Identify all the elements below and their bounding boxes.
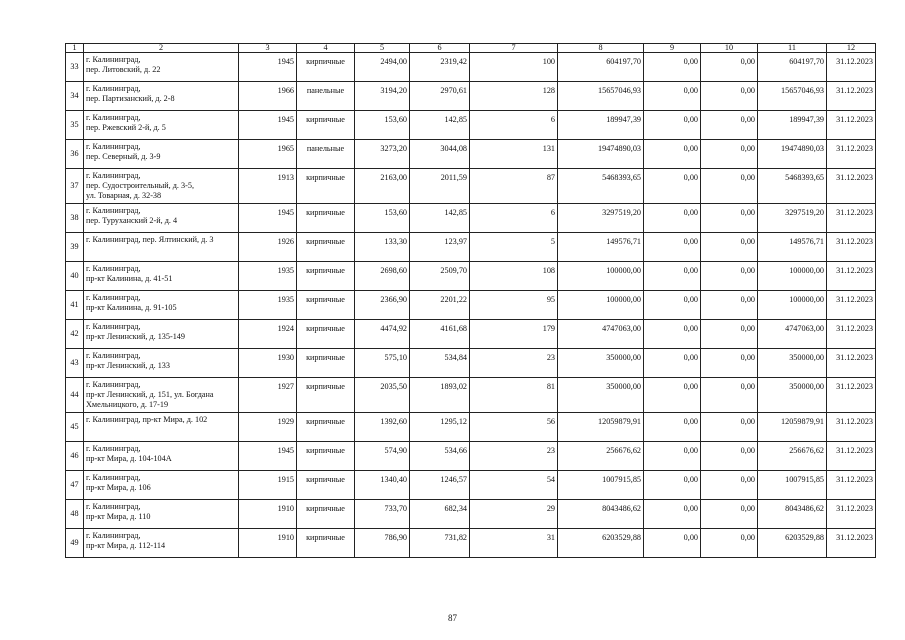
row-number-cell: 46: [66, 442, 84, 471]
address-line: пер. Северный, д. 3-9: [86, 152, 161, 161]
year-cell: 1935: [239, 262, 297, 291]
address-line: пер. Туруханский 2-й, д. 4: [86, 216, 178, 225]
cost-total-cell: 100000,00: [558, 291, 644, 320]
address-line: г. Калининград,: [86, 206, 141, 215]
living-area-cell: 731,82: [410, 529, 470, 558]
wall-material-cell: кирпичные: [297, 529, 355, 558]
cost-total-cell: 189947,39: [558, 111, 644, 140]
year-cell: 1945: [239, 53, 297, 82]
address-line: пр-кт Мира, д. 112-114: [86, 541, 166, 550]
wall-material-cell: кирпичные: [297, 471, 355, 500]
address-line: г. Калининград,: [86, 55, 141, 64]
column-header-12: 12: [827, 44, 876, 53]
address-cell: [84, 349, 239, 378]
fund-cell-9: 0,00: [644, 442, 701, 471]
table-row: [66, 233, 876, 262]
fund-cell-11: 100000,00: [758, 262, 827, 291]
wall-material-cell: кирпичные: [297, 262, 355, 291]
column-header-2: 2: [84, 44, 239, 53]
cost-total-cell: 4747063,00: [558, 320, 644, 349]
column-header-3: 3: [239, 44, 297, 53]
deadline-date-cell: 31.12.2023: [827, 291, 876, 320]
address-cell: [84, 204, 239, 233]
cost-total-cell: 6203529,88: [558, 529, 644, 558]
residents-cell: 56: [470, 413, 558, 442]
residents-cell: 87: [470, 169, 558, 204]
total-area-cell: 2698,60: [355, 262, 410, 291]
table-row: [66, 471, 876, 500]
column-header-8: 8: [558, 44, 644, 53]
address-line: ул. Товарная, д. 32-38: [86, 191, 162, 200]
address-cell: [84, 500, 239, 529]
table-row: [66, 53, 876, 82]
fund-cell-11: 8043486,62: [758, 500, 827, 529]
address-cell: [84, 529, 239, 558]
living-area-cell: 2011,59: [410, 169, 470, 204]
address-line: г. Калининград,: [86, 502, 141, 511]
fund-cell-10: 0,00: [701, 140, 758, 169]
living-area-cell: 534,66: [410, 442, 470, 471]
living-area-cell: 142,85: [410, 204, 470, 233]
column-header-5: 5: [355, 44, 410, 53]
living-area-cell: 534,84: [410, 349, 470, 378]
fund-cell-9: 0,00: [644, 291, 701, 320]
year-cell: 1929: [239, 413, 297, 442]
fund-cell-10: 0,00: [701, 53, 758, 82]
deadline-date-cell: 31.12.2023: [827, 111, 876, 140]
row-number-cell: 33: [66, 53, 84, 82]
address-cell: [84, 82, 239, 111]
address-line: пр-кт Калинина, д. 91-105: [86, 303, 177, 312]
row-number-cell: 34: [66, 82, 84, 111]
living-area-cell: 1295,12: [410, 413, 470, 442]
address-line: пр-кт Ленинский, д. 135-149: [86, 332, 185, 341]
fund-cell-11: 189947,39: [758, 111, 827, 140]
wall-material-cell: кирпичные: [297, 111, 355, 140]
deadline-date-cell: 31.12.2023: [827, 262, 876, 291]
table-row: [66, 529, 876, 558]
total-area-cell: 153,60: [355, 111, 410, 140]
residents-cell: 23: [470, 349, 558, 378]
row-number-cell: 44: [66, 378, 84, 413]
deadline-date-cell: 31.12.2023: [827, 53, 876, 82]
address-line: г. Калининград,: [86, 293, 141, 302]
fund-cell-9: 0,00: [644, 349, 701, 378]
total-area-cell: 1392,60: [355, 413, 410, 442]
fund-cell-10: 0,00: [701, 233, 758, 262]
row-number-cell: 42: [66, 320, 84, 349]
wall-material-cell: кирпичные: [297, 500, 355, 529]
fund-cell-11: 256676,62: [758, 442, 827, 471]
wall-material-cell: кирпичные: [297, 291, 355, 320]
table-row: [66, 349, 876, 378]
total-area-cell: 2035,50: [355, 378, 410, 413]
wall-material-cell: кирпичные: [297, 442, 355, 471]
deadline-date-cell: 31.12.2023: [827, 82, 876, 111]
table-row: [66, 204, 876, 233]
address-line: г. Калининград,: [86, 264, 141, 273]
total-area-cell: 153,60: [355, 204, 410, 233]
address-line: Хмельницкого, д. 17-19: [86, 400, 169, 409]
table-row: [66, 140, 876, 169]
row-number-cell: 45: [66, 413, 84, 442]
address-line: г. Калининград,: [86, 351, 141, 360]
address-line: пр-кт Мира, д. 110: [86, 512, 151, 521]
fund-cell-11: 12059879,91: [758, 413, 827, 442]
fund-cell-10: 0,00: [701, 169, 758, 204]
address-cell: [84, 169, 239, 204]
table-row: [66, 378, 876, 413]
deadline-date-cell: 31.12.2023: [827, 204, 876, 233]
residents-cell: 100: [470, 53, 558, 82]
address-line: пр-кт Мира, д. 106: [86, 483, 151, 492]
fund-cell-9: 0,00: [644, 233, 701, 262]
deadline-date-cell: 31.12.2023: [827, 233, 876, 262]
fund-cell-9: 0,00: [644, 529, 701, 558]
total-area-cell: 733,70: [355, 500, 410, 529]
fund-cell-11: 4747063,00: [758, 320, 827, 349]
fund-cell-10: 0,00: [701, 204, 758, 233]
wall-material-cell: кирпичные: [297, 349, 355, 378]
document-table-container: [65, 43, 875, 558]
row-number-cell: 40: [66, 262, 84, 291]
fund-cell-9: 0,00: [644, 204, 701, 233]
table-row: [66, 111, 876, 140]
deadline-date-cell: 31.12.2023: [827, 442, 876, 471]
row-number-cell: 49: [66, 529, 84, 558]
address-cell: [84, 471, 239, 500]
cost-total-cell: 256676,62: [558, 442, 644, 471]
address-line: г. Калининград,: [86, 113, 141, 122]
fund-cell-10: 0,00: [701, 529, 758, 558]
fund-cell-10: 0,00: [701, 442, 758, 471]
deadline-date-cell: 31.12.2023: [827, 169, 876, 204]
address-cell: [84, 442, 239, 471]
address-cell: [84, 320, 239, 349]
fund-cell-11: 149576,71: [758, 233, 827, 262]
residents-cell: 128: [470, 82, 558, 111]
table-row: [66, 169, 876, 204]
cost-total-cell: 3297519,20: [558, 204, 644, 233]
fund-cell-11: 604197,70: [758, 53, 827, 82]
fund-cell-10: 0,00: [701, 471, 758, 500]
year-cell: 1913: [239, 169, 297, 204]
column-header-4: 4: [297, 44, 355, 53]
row-number-cell: 36: [66, 140, 84, 169]
table-row: [66, 442, 876, 471]
address-line: пер. Судостроительный, д. 3-5,: [86, 181, 194, 190]
page-number: 87: [448, 613, 457, 623]
living-area-cell: 2970,61: [410, 82, 470, 111]
total-area-cell: 2494,00: [355, 53, 410, 82]
table-row: [66, 413, 876, 442]
year-cell: 1927: [239, 378, 297, 413]
column-header-10: 10: [701, 44, 758, 53]
residents-cell: 6: [470, 204, 558, 233]
cost-total-cell: 1007915,85: [558, 471, 644, 500]
cost-total-cell: 12059879,91: [558, 413, 644, 442]
total-area-cell: 2366,90: [355, 291, 410, 320]
fund-cell-9: 0,00: [644, 111, 701, 140]
fund-cell-11: 15657046,93: [758, 82, 827, 111]
deadline-date-cell: 31.12.2023: [827, 529, 876, 558]
row-number-cell: 38: [66, 204, 84, 233]
deadline-date-cell: 31.12.2023: [827, 471, 876, 500]
column-number-header: [66, 44, 876, 53]
living-area-cell: 2201,22: [410, 291, 470, 320]
address-line: г. Калининград,: [86, 444, 141, 453]
fund-cell-9: 0,00: [644, 140, 701, 169]
address-line: г. Калининград,: [86, 171, 141, 180]
fund-cell-10: 0,00: [701, 500, 758, 529]
residents-cell: 81: [470, 378, 558, 413]
fund-cell-11: 3297519,20: [758, 204, 827, 233]
row-number-cell: 35: [66, 111, 84, 140]
year-cell: 1926: [239, 233, 297, 262]
address-cell: [84, 53, 239, 82]
cost-total-cell: 5468393,65: [558, 169, 644, 204]
year-cell: 1945: [239, 111, 297, 140]
wall-material-cell: кирпичные: [297, 53, 355, 82]
total-area-cell: 3273,20: [355, 140, 410, 169]
address-line: г. Калининград, пер. Ялтинский, д. 3: [86, 235, 214, 244]
address-line: г. Калининград,: [86, 142, 141, 151]
living-area-cell: 4161,68: [410, 320, 470, 349]
cost-total-cell: 15657046,93: [558, 82, 644, 111]
residents-cell: 5: [470, 233, 558, 262]
address-line: г. Калининград,: [86, 531, 141, 540]
address-line: пер. Ржевский 2-й, д. 5: [86, 123, 166, 132]
address-line: пр-кт Калинина, д. 41-51: [86, 274, 173, 283]
address-cell: [84, 413, 239, 442]
address-line: г. Калининград,: [86, 322, 141, 331]
cost-total-cell: 350000,00: [558, 378, 644, 413]
table-row: [66, 320, 876, 349]
column-header-6: 6: [410, 44, 470, 53]
total-area-cell: 3194,20: [355, 82, 410, 111]
residents-cell: 108: [470, 262, 558, 291]
fund-cell-10: 0,00: [701, 349, 758, 378]
total-area-cell: 1340,40: [355, 471, 410, 500]
row-number-cell: 43: [66, 349, 84, 378]
fund-cell-10: 0,00: [701, 413, 758, 442]
address-line: пр-кт Ленинский, д. 151, ул. Богдана: [86, 390, 214, 399]
address-cell: [84, 291, 239, 320]
fund-cell-9: 0,00: [644, 471, 701, 500]
living-area-cell: 142,85: [410, 111, 470, 140]
cost-total-cell: 149576,71: [558, 233, 644, 262]
fund-cell-11: 5468393,65: [758, 169, 827, 204]
wall-material-cell: кирпичные: [297, 413, 355, 442]
address-line: пер. Партизанский, д. 2-8: [86, 94, 175, 103]
column-header-9: 9: [644, 44, 701, 53]
fund-cell-10: 0,00: [701, 291, 758, 320]
column-header-7: 7: [470, 44, 558, 53]
deadline-date-cell: 31.12.2023: [827, 500, 876, 529]
address-line: пер. Литовский, д. 22: [86, 65, 161, 74]
fund-cell-11: 350000,00: [758, 378, 827, 413]
wall-material-cell: кирпичные: [297, 378, 355, 413]
address-line: г. Калининград,: [86, 380, 141, 389]
wall-material-cell: кирпичные: [297, 233, 355, 262]
year-cell: 1945: [239, 442, 297, 471]
wall-material-cell: панельные: [297, 82, 355, 111]
row-number-cell: 48: [66, 500, 84, 529]
residents-cell: 95: [470, 291, 558, 320]
table-row: [66, 500, 876, 529]
living-area-cell: 1893,02: [410, 378, 470, 413]
total-area-cell: 574,90: [355, 442, 410, 471]
address-line: пр-кт Ленинский, д. 133: [86, 361, 170, 370]
year-cell: 1915: [239, 471, 297, 500]
total-area-cell: 575,10: [355, 349, 410, 378]
fund-cell-9: 0,00: [644, 378, 701, 413]
living-area-cell: 682,34: [410, 500, 470, 529]
address-line: г. Калининград,: [86, 84, 141, 93]
total-area-cell: 2163,00: [355, 169, 410, 204]
living-area-cell: 3044,08: [410, 140, 470, 169]
deadline-date-cell: 31.12.2023: [827, 378, 876, 413]
fund-cell-10: 0,00: [701, 320, 758, 349]
fund-cell-9: 0,00: [644, 413, 701, 442]
year-cell: 1910: [239, 500, 297, 529]
year-cell: 1945: [239, 204, 297, 233]
wall-material-cell: панельные: [297, 140, 355, 169]
year-cell: 1935: [239, 291, 297, 320]
address-cell: [84, 111, 239, 140]
row-number-cell: 41: [66, 291, 84, 320]
address-line: г. Калининград, пр-кт Мира, д. 102: [86, 415, 208, 424]
fund-cell-9: 0,00: [644, 169, 701, 204]
address-cell: [84, 140, 239, 169]
fund-cell-10: 0,00: [701, 378, 758, 413]
fund-cell-9: 0,00: [644, 53, 701, 82]
column-header-11: 11: [758, 44, 827, 53]
fund-cell-9: 0,00: [644, 320, 701, 349]
fund-cell-10: 0,00: [701, 111, 758, 140]
row-number-cell: 39: [66, 233, 84, 262]
table-row: [66, 262, 876, 291]
deadline-date-cell: 31.12.2023: [827, 349, 876, 378]
deadline-date-cell: 31.12.2023: [827, 320, 876, 349]
address-line: пр-кт Мира, д. 104-104А: [86, 454, 172, 463]
wall-material-cell: кирпичные: [297, 169, 355, 204]
residents-cell: 54: [470, 471, 558, 500]
cost-total-cell: 350000,00: [558, 349, 644, 378]
wall-material-cell: кирпичные: [297, 204, 355, 233]
table-row: [66, 291, 876, 320]
deadline-date-cell: 31.12.2023: [827, 413, 876, 442]
living-area-cell: 123,97: [410, 233, 470, 262]
address-cell: [84, 378, 239, 413]
residents-cell: 131: [470, 140, 558, 169]
cost-total-cell: 8043486,62: [558, 500, 644, 529]
fund-cell-11: 100000,00: [758, 291, 827, 320]
year-cell: 1924: [239, 320, 297, 349]
fund-cell-10: 0,00: [701, 262, 758, 291]
address-cell: [84, 262, 239, 291]
fund-cell-10: 0,00: [701, 82, 758, 111]
cost-total-cell: 19474890,03: [558, 140, 644, 169]
deadline-date-cell: 31.12.2023: [827, 140, 876, 169]
living-area-cell: 2319,42: [410, 53, 470, 82]
table-row: [66, 82, 876, 111]
residents-cell: 179: [470, 320, 558, 349]
year-cell: 1966: [239, 82, 297, 111]
fund-cell-9: 0,00: [644, 82, 701, 111]
residents-cell: 31: [470, 529, 558, 558]
residents-cell: 29: [470, 500, 558, 529]
living-area-cell: 1246,57: [410, 471, 470, 500]
row-number-cell: 47: [66, 471, 84, 500]
column-header-1: 1: [66, 44, 84, 53]
housing-registry-table: [65, 43, 876, 558]
cost-total-cell: 100000,00: [558, 262, 644, 291]
living-area-cell: 2509,70: [410, 262, 470, 291]
fund-cell-11: 19474890,03: [758, 140, 827, 169]
fund-cell-11: 350000,00: [758, 349, 827, 378]
row-number-cell: 37: [66, 169, 84, 204]
year-cell: 1910: [239, 529, 297, 558]
address-line: г. Калининград,: [86, 473, 141, 482]
fund-cell-11: 6203529,88: [758, 529, 827, 558]
total-area-cell: 786,90: [355, 529, 410, 558]
fund-cell-11: 1007915,85: [758, 471, 827, 500]
cost-total-cell: 604197,70: [558, 53, 644, 82]
fund-cell-9: 0,00: [644, 500, 701, 529]
year-cell: 1965: [239, 140, 297, 169]
wall-material-cell: кирпичные: [297, 320, 355, 349]
total-area-cell: 4474,92: [355, 320, 410, 349]
fund-cell-9: 0,00: [644, 262, 701, 291]
total-area-cell: 133,30: [355, 233, 410, 262]
year-cell: 1930: [239, 349, 297, 378]
residents-cell: 6: [470, 111, 558, 140]
residents-cell: 23: [470, 442, 558, 471]
address-cell: [84, 233, 239, 262]
